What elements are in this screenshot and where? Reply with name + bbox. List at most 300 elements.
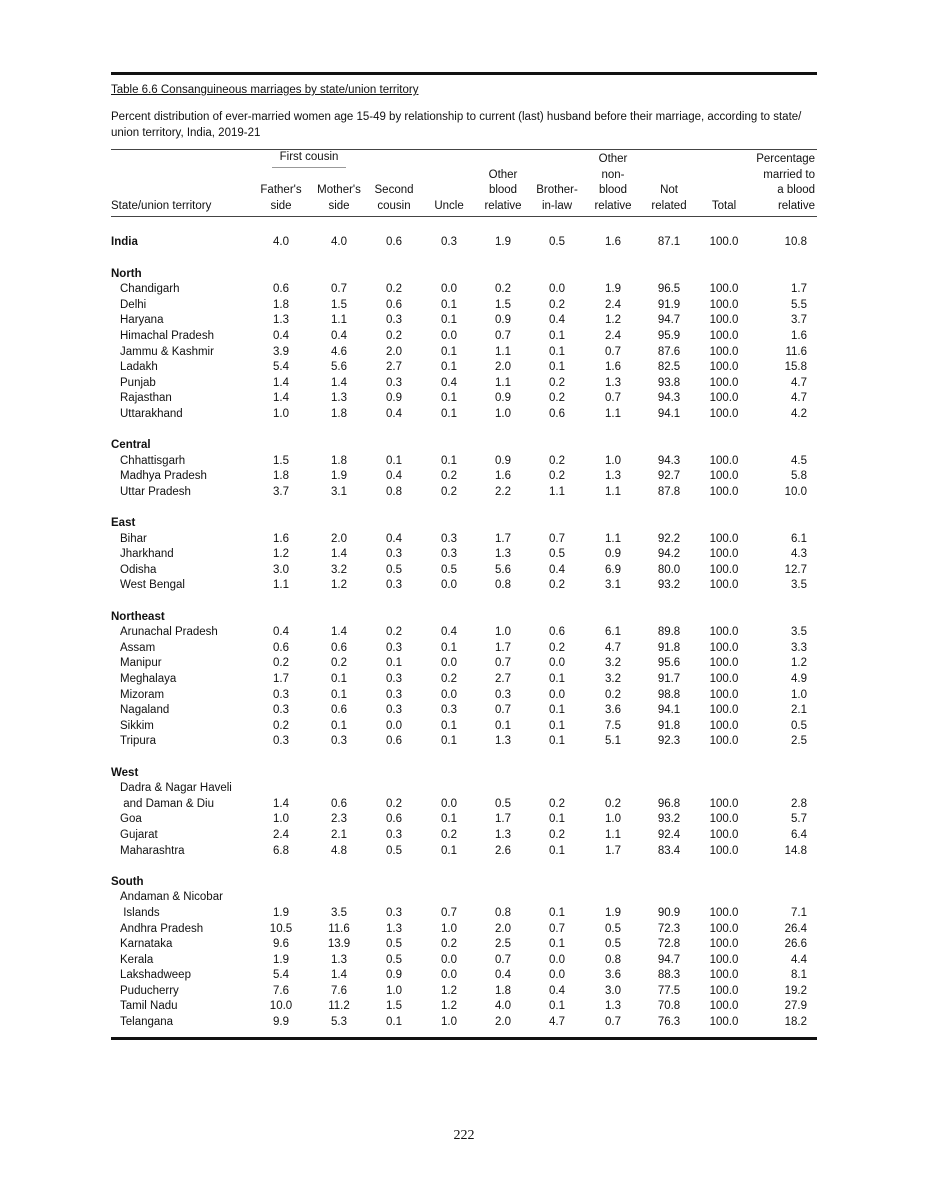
- value-cell: 0.0: [441, 657, 458, 670]
- value-cell: 2.3: [331, 813, 347, 826]
- value-cell: 9.6: [273, 938, 289, 951]
- value-cell: 0.3: [386, 673, 403, 685]
- row-label: Chandigarh: [120, 283, 180, 296]
- value-cell: 7.6: [331, 984, 347, 997]
- value-cell: 0.3: [441, 532, 458, 545]
- value-cell: 4.7: [791, 376, 808, 389]
- value-cell: 0.1: [386, 657, 403, 670]
- region-heading: North: [111, 267, 142, 280]
- value-cell: 93.2: [657, 813, 681, 826]
- value-cell: 1.9: [273, 953, 289, 966]
- value-cell: 100.0: [709, 969, 739, 982]
- value-cell: 0.7: [331, 283, 347, 296]
- value-cell: 100.0: [709, 641, 739, 654]
- value-cell: 3.2: [331, 563, 347, 576]
- value-cell: 6.9: [605, 563, 622, 576]
- region-heading-row: [111, 766, 817, 782]
- value-cell: 5.4: [273, 361, 289, 374]
- value-cell: 0.1: [441, 454, 458, 467]
- value-cell: 2.0: [495, 922, 512, 935]
- value-cell: 0.2: [549, 828, 566, 841]
- value-cell: 0.0: [386, 719, 403, 732]
- value-cell: 0.0: [549, 969, 566, 982]
- value-cell: 1.3: [605, 1000, 622, 1013]
- value-cell: 0.3: [441, 548, 458, 561]
- value-cell: 12.7: [784, 563, 808, 576]
- value-cell: 0.0: [549, 283, 566, 296]
- table-row: [111, 890, 817, 906]
- value-cell: 0.1: [549, 1000, 566, 1013]
- value-cell: 100.0: [709, 454, 739, 467]
- row-label: Goa: [120, 813, 142, 826]
- value-cell: 10.5: [269, 922, 293, 935]
- table-row: [111, 781, 817, 797]
- value-cell: 0.4: [495, 969, 512, 982]
- value-cell: 2.7: [386, 361, 403, 374]
- value-cell: 0.6: [386, 735, 403, 748]
- row-label: Rajasthan: [120, 392, 172, 405]
- table-row: [111, 532, 817, 548]
- value-cell: 1.8: [273, 298, 289, 311]
- value-cell: 1.9: [331, 470, 347, 483]
- value-cell: 0.2: [441, 470, 458, 483]
- value-cell: 3.5: [791, 626, 808, 639]
- value-cell: 1.2: [331, 579, 347, 592]
- value-cell: 0.0: [441, 688, 458, 701]
- value-cell: 13.9: [327, 938, 351, 951]
- value-cell: 0.2: [441, 485, 458, 498]
- value-cell: 94.3: [657, 454, 681, 467]
- value-cell: 4.0: [273, 236, 289, 249]
- value-cell: 7.5: [605, 719, 622, 732]
- value-cell: 0.4: [386, 407, 403, 420]
- value-cell: 0.1: [549, 735, 566, 748]
- table-row: [111, 641, 817, 657]
- value-cell: 0.1: [386, 454, 403, 467]
- value-cell: 1.0: [441, 922, 458, 935]
- row-label: India: [111, 236, 138, 249]
- value-cell: 0.7: [605, 345, 622, 358]
- row-label: Mizoram: [120, 688, 165, 701]
- value-cell: 96.5: [657, 283, 681, 296]
- value-cell: 1.0: [273, 407, 289, 420]
- value-cell: 92.2: [657, 532, 681, 545]
- value-cell: 0.4: [273, 329, 289, 342]
- value-cell: 100.0: [709, 984, 739, 997]
- row-label: Odisha: [120, 563, 157, 576]
- value-cell: 1.1: [549, 485, 566, 498]
- state-header: State/union territory: [111, 199, 212, 212]
- value-cell: 4.4: [791, 953, 808, 966]
- value-cell: 1.8: [273, 470, 289, 483]
- value-cell: 0.0: [441, 969, 458, 982]
- value-cell: 0.1: [331, 719, 347, 732]
- value-cell: 8.1: [791, 969, 808, 982]
- value-cell: 1.0: [791, 688, 808, 701]
- value-cell: 1.6: [273, 532, 289, 545]
- value-cell: 70.8: [657, 1000, 681, 1013]
- value-cell: 4.7: [549, 1016, 566, 1029]
- table-row: [111, 485, 817, 501]
- value-cell: 4.3: [791, 548, 808, 561]
- value-cell: 100.0: [709, 298, 739, 311]
- value-cell: 0.1: [441, 314, 458, 327]
- value-cell: 100.0: [709, 735, 739, 748]
- region-heading: East: [111, 517, 136, 530]
- value-cell: 0.2: [549, 641, 566, 654]
- value-cell: 3.0: [273, 563, 289, 576]
- region-heading: West: [111, 766, 139, 779]
- value-cell: 5.3: [331, 1016, 347, 1029]
- value-cell: 0.1: [386, 1016, 403, 1029]
- value-cell: 3.1: [331, 485, 347, 498]
- value-cell: 0.1: [441, 813, 458, 826]
- row-label: Jharkhand: [120, 548, 174, 561]
- value-cell: 1.1: [331, 314, 347, 327]
- value-cell: 1.2: [605, 314, 622, 327]
- value-cell: 100.0: [709, 938, 739, 951]
- region-heading: South: [111, 875, 144, 888]
- value-cell: 4.9: [791, 673, 808, 685]
- other-blood-relative-header: Other blood relative: [484, 168, 522, 212]
- value-cell: 1.0: [605, 454, 622, 467]
- top-rule: [111, 72, 817, 75]
- row-label: Karnataka: [120, 938, 173, 951]
- row-label: Gujarat: [120, 828, 158, 841]
- value-cell: 100.0: [709, 345, 739, 358]
- value-cell: 0.5: [549, 236, 566, 249]
- value-cell: 0.1: [549, 719, 566, 732]
- value-cell: 91.8: [657, 641, 681, 654]
- value-cell: 0.6: [331, 797, 347, 810]
- value-cell: 100.0: [709, 361, 739, 374]
- value-cell: 0.3: [273, 688, 289, 701]
- value-cell: 0.2: [605, 688, 622, 701]
- value-cell: 0.0: [441, 797, 458, 810]
- value-cell: 93.2: [657, 579, 681, 592]
- value-cell: 0.2: [386, 797, 403, 810]
- value-cell: 94.3: [657, 392, 681, 405]
- value-cell: 0.8: [495, 579, 512, 592]
- value-cell: 1.3: [331, 953, 347, 966]
- value-cell: 0.8: [495, 906, 512, 919]
- table-row: [111, 844, 817, 860]
- value-cell: 0.1: [441, 719, 458, 732]
- value-cell: 1.4: [273, 392, 289, 405]
- row-label: Telangana: [120, 1016, 174, 1029]
- row-label: Dadra & Nagar Haveli: [120, 782, 232, 795]
- value-cell: 0.7: [441, 906, 458, 919]
- value-cell: 100.0: [709, 329, 739, 342]
- value-cell: 0.1: [549, 361, 566, 374]
- value-cell: 0.3: [386, 314, 403, 327]
- table-row: [111, 345, 817, 361]
- region-heading-row: [111, 516, 817, 532]
- value-cell: 6.8: [273, 844, 289, 857]
- value-cell: 0.5: [386, 938, 403, 951]
- value-cell: 0.0: [441, 283, 458, 296]
- value-cell: 0.7: [495, 329, 512, 342]
- region-heading: Central: [111, 439, 151, 452]
- value-cell: 6.4: [791, 828, 808, 841]
- value-cell: 1.8: [495, 984, 512, 997]
- value-cell: 89.8: [657, 626, 681, 639]
- value-cell: 0.2: [386, 329, 403, 342]
- row-label: Arunachal Pradesh: [120, 626, 218, 639]
- value-cell: 0.4: [549, 984, 566, 997]
- value-cell: 100.0: [709, 688, 739, 701]
- value-cell: 92.4: [657, 828, 681, 841]
- value-cell: 1.9: [605, 906, 622, 919]
- value-cell: 0.2: [441, 673, 458, 685]
- value-cell: 1.5: [386, 1000, 403, 1013]
- value-cell: 2.0: [331, 532, 347, 545]
- value-cell: 5.7: [791, 813, 808, 826]
- value-cell: 1.0: [495, 626, 512, 639]
- value-cell: 1.9: [605, 283, 622, 296]
- row-label: Lakshadweep: [120, 969, 191, 982]
- value-cell: 3.3: [791, 641, 808, 654]
- value-cell: 11.6: [785, 345, 808, 358]
- row-label: Uttar Pradesh: [120, 485, 191, 498]
- value-cell: 1.4: [331, 969, 347, 982]
- row-label: Nagaland: [120, 704, 170, 717]
- value-cell: 0.1: [549, 345, 566, 358]
- region-heading: Northeast: [111, 610, 165, 623]
- value-cell: 0.2: [605, 797, 622, 810]
- row-label: Andaman & Nicobar: [120, 891, 223, 904]
- value-cell: 1.3: [273, 314, 289, 327]
- value-cell: 94.1: [657, 704, 681, 717]
- value-cell: 1.2: [441, 984, 458, 997]
- row-label: Haryana: [120, 314, 164, 327]
- value-cell: 0.6: [273, 641, 289, 654]
- value-cell: 6.1: [605, 626, 622, 639]
- value-cell: 0.9: [386, 392, 403, 405]
- value-cell: 0.3: [495, 688, 512, 701]
- value-cell: 1.4: [273, 797, 289, 810]
- value-cell: 0.1: [441, 407, 458, 420]
- value-cell: 1.2: [791, 657, 808, 670]
- value-cell: 94.2: [657, 548, 681, 561]
- value-cell: 4.6: [331, 345, 347, 358]
- value-cell: 1.3: [495, 735, 512, 748]
- table-row: [111, 953, 817, 969]
- region-heading-row: [111, 438, 817, 454]
- value-cell: 2.5: [495, 938, 512, 951]
- row-label: Sikkim: [120, 719, 154, 732]
- row-label: Himachal Pradesh: [120, 329, 214, 342]
- region-heading-row: [111, 610, 817, 626]
- value-cell: 0.3: [386, 704, 403, 717]
- row-label: Tripura: [120, 735, 156, 748]
- value-cell: 0.5: [605, 938, 622, 951]
- value-cell: 1.1: [605, 532, 622, 545]
- value-cell: 1.5: [495, 298, 512, 311]
- value-cell: 5.4: [273, 969, 289, 982]
- value-cell: 1.0: [605, 813, 622, 826]
- value-cell: 0.7: [495, 953, 512, 966]
- value-cell: 3.5: [331, 906, 347, 919]
- value-cell: 0.5: [495, 797, 512, 810]
- bottom-rule: [111, 1037, 817, 1040]
- brother-in-law-header: Brother- in-law: [536, 184, 578, 212]
- value-cell: 3.1: [605, 579, 622, 592]
- first-cousin-header: First cousin: [251, 150, 367, 168]
- row-label: Madhya Pradesh: [120, 470, 207, 483]
- value-cell: 100.0: [709, 376, 739, 389]
- value-cell: 1.7: [495, 532, 512, 545]
- row-label: Uttarakhand: [120, 407, 183, 420]
- value-cell: 92.7: [657, 470, 681, 483]
- value-cell: 0.4: [331, 329, 347, 342]
- value-cell: 5.5: [791, 298, 808, 311]
- value-cell: 88.3: [657, 969, 681, 982]
- value-cell: 1.1: [495, 345, 512, 358]
- table-row: [111, 1015, 817, 1031]
- page-number: 222: [453, 1128, 475, 1143]
- value-cell: 11.2: [328, 1000, 350, 1013]
- row-label: Ladakh: [120, 361, 158, 374]
- table-title: Table 6.6 Consanguineous marriages by state/union territory: [111, 84, 419, 96]
- table-row: [111, 407, 817, 423]
- row-label-continued: Islands: [120, 906, 160, 919]
- region-heading-row: [111, 267, 817, 283]
- value-cell: 1.4: [331, 376, 347, 389]
- table-row: [111, 376, 817, 392]
- row-label: Andhra Pradesh: [120, 922, 204, 935]
- value-cell: 6.1: [791, 532, 808, 545]
- value-cell: 0.2: [386, 626, 403, 639]
- value-cell: 0.3: [273, 735, 289, 748]
- value-cell: 0.9: [605, 548, 622, 561]
- value-cell: 0.1: [549, 813, 566, 826]
- table-row: [111, 812, 817, 828]
- value-cell: 1.7: [273, 673, 289, 685]
- value-cell: 18.2: [784, 1016, 808, 1029]
- value-cell: 0.9: [495, 392, 512, 405]
- row-label: Tamil Nadu: [120, 1000, 178, 1013]
- value-cell: 3.6: [605, 704, 622, 717]
- value-cell: 0.4: [441, 376, 458, 389]
- value-cell: 0.6: [331, 641, 347, 654]
- value-cell: 1.3: [331, 392, 347, 405]
- value-cell: 0.7: [495, 657, 512, 670]
- value-cell: 2.7: [495, 673, 512, 685]
- value-cell: 0.3: [386, 376, 403, 389]
- value-cell: 0.2: [386, 283, 403, 296]
- value-cell: 14.8: [784, 844, 808, 857]
- total-header: Total: [711, 199, 737, 212]
- value-cell: 83.4: [657, 844, 681, 857]
- value-cell: 87.6: [657, 345, 681, 358]
- value-cell: 0.8: [386, 485, 403, 498]
- value-cell: 3.2: [605, 673, 622, 685]
- value-cell: 26.6: [784, 938, 808, 951]
- value-cell: 3.2: [605, 657, 622, 670]
- value-cell: 0.1: [441, 361, 458, 374]
- value-cell: 1.6: [605, 236, 622, 249]
- value-cell: 0.2: [549, 470, 566, 483]
- value-cell: 1.3: [495, 828, 512, 841]
- value-cell: 77.5: [657, 984, 681, 997]
- value-cell: 0.0: [441, 329, 458, 342]
- value-cell: 1.7: [495, 641, 512, 654]
- table-row: [111, 313, 817, 329]
- value-cell: 0.5: [549, 548, 566, 561]
- value-cell: 3.9: [273, 345, 289, 358]
- value-cell: 90.9: [657, 906, 681, 919]
- value-cell: 91.8: [657, 719, 681, 732]
- value-cell: 0.2: [549, 298, 566, 311]
- value-cell: 82.5: [657, 361, 681, 374]
- value-cell: 0.7: [605, 392, 622, 405]
- value-cell: 0.2: [441, 938, 458, 951]
- value-cell: 100.0: [709, 953, 739, 966]
- value-cell: 0.6: [331, 704, 347, 717]
- value-cell: 100.0: [709, 1000, 739, 1013]
- value-cell: 0.6: [549, 626, 566, 639]
- table-row-india: [111, 235, 817, 251]
- value-cell: 87.8: [657, 485, 681, 498]
- value-cell: 1.1: [605, 828, 622, 841]
- row-label: Bihar: [120, 532, 147, 545]
- table-description: Percent distribution of ever-married women age 15-49 by relationship to current (last) husband before their marriage, according to state/ union territory, India, 2019-21: [111, 111, 802, 139]
- value-cell: 0.3: [386, 828, 403, 841]
- value-cell: 1.1: [273, 579, 289, 592]
- value-cell: 0.0: [441, 953, 458, 966]
- value-cell: 1.6: [791, 329, 808, 342]
- value-cell: 26.4: [784, 922, 808, 935]
- other-non-blood-relative-header: Other non- blood relative: [594, 153, 632, 212]
- value-cell: 0.0: [549, 657, 566, 670]
- value-cell: 100.0: [709, 532, 739, 545]
- value-cell: 100.0: [709, 906, 739, 919]
- value-cell: 2.1: [791, 704, 808, 717]
- value-cell: 1.7: [605, 844, 622, 857]
- value-cell: 5.6: [495, 563, 512, 576]
- value-cell: 1.9: [273, 906, 289, 919]
- value-cell: 100.0: [709, 844, 739, 857]
- value-cell: 0.2: [495, 283, 512, 296]
- table-row: [111, 391, 817, 407]
- value-cell: 96.8: [657, 797, 681, 810]
- value-cell: 72.3: [657, 922, 681, 935]
- value-cell: 0.0: [441, 579, 458, 592]
- value-cell: 0.7: [549, 922, 566, 935]
- value-cell: 95.9: [657, 329, 681, 342]
- value-cell: 95.6: [657, 657, 681, 670]
- value-cell: 0.1: [441, 844, 458, 857]
- table-row: [111, 922, 817, 938]
- value-cell: 3.6: [605, 969, 622, 982]
- value-cell: 98.8: [657, 688, 681, 701]
- row-label: Assam: [120, 641, 156, 654]
- value-cell: 100.0: [709, 579, 739, 592]
- value-cell: 100.0: [709, 797, 739, 810]
- percentage-blood-relative-header: Percentage married to a blood relative: [756, 153, 816, 212]
- value-cell: 2.2: [495, 485, 512, 498]
- value-cell: 1.7: [791, 283, 808, 296]
- value-cell: 100.0: [709, 548, 739, 561]
- region-heading-row: [111, 875, 817, 891]
- value-cell: 1.2: [273, 548, 289, 561]
- value-cell: 1.5: [331, 298, 347, 311]
- value-cell: 9.9: [273, 1016, 289, 1029]
- consanguinity-table: [111, 150, 817, 1031]
- value-cell: 1.3: [605, 470, 622, 483]
- table-row: [111, 282, 817, 298]
